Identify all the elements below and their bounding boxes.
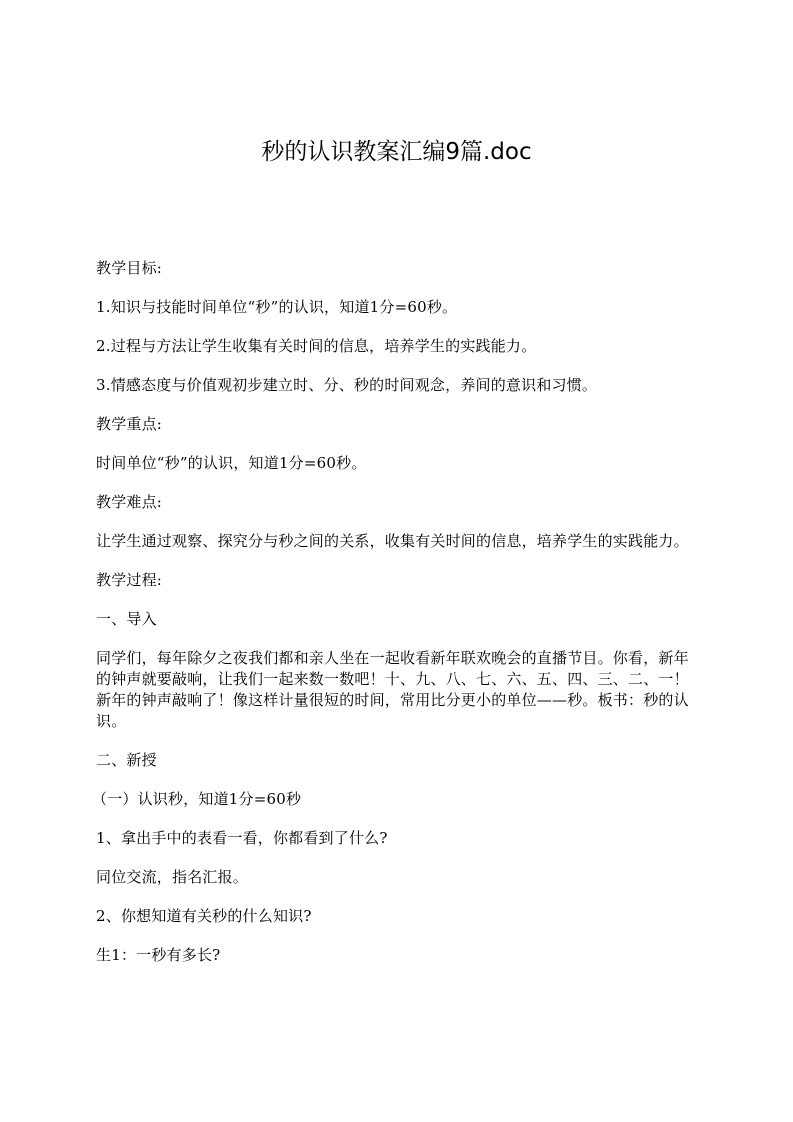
paragraph-key-points-heading: 教学重点:	[96, 415, 163, 433]
document-body	[92, 258, 696, 984]
paragraph-difficulties: 让学生通过观察、探究分与秒之间的关系，收集有关时间的信息，培养学生的实践能力。	[96, 532, 689, 550]
paragraph-section-new: 二、新授	[96, 751, 157, 769]
paragraph-peer-exchange: 同位交流，指名汇报。	[96, 868, 249, 886]
paragraph-goal-1: 1.知识与技能时间单位“秒”的认识，知道1分=60秒。	[96, 298, 458, 316]
paragraph-process-heading: 教学过程:	[96, 571, 163, 589]
paragraph-teaching-goals-heading: 教学目标:	[96, 259, 163, 277]
paragraph-student-1: 生1：一秒有多长?	[96, 946, 221, 964]
paragraph-intro-text: 同学们，每年除夕之夜我们都和亲人坐在一起收看新年联欢晚会的直播节目。你看，新年的钟声就要敲响，让我们一起来数一数吧！十、九、八、七、六、五、四、三、二、一！新年的钟声敲响了！像这样计量很短的时间，常用比分更小的单位——秒。板书：秒的认识。	[96, 649, 689, 730]
paragraph-goal-2: 2.过程与方法让学生收集有关时间的信息，培养学生的实践能力。	[96, 337, 537, 355]
paragraph-key-points: 时间单位“秒”的认识，知道1分=60秒。	[96, 454, 367, 472]
paragraph-step-1: 1、拿出手中的表看一看，你都看到了什么?	[96, 829, 388, 847]
paragraph-difficulties-heading: 教学难点:	[96, 493, 163, 511]
paragraph-section-intro: 一、导入	[96, 610, 157, 628]
paragraph-goal-3: 3.情感态度与价值观初步建立时、分、秒的时间观念，养间的意识和习惯。	[96, 376, 598, 394]
document-title: 秒的认识教案汇编9篇.doc	[261, 139, 532, 165]
paragraph-subsection-1: （一）认识秒，知道1分=60秒	[92, 790, 302, 808]
paragraph-step-2: 2、你想知道有关秒的什么知识?	[96, 907, 312, 925]
